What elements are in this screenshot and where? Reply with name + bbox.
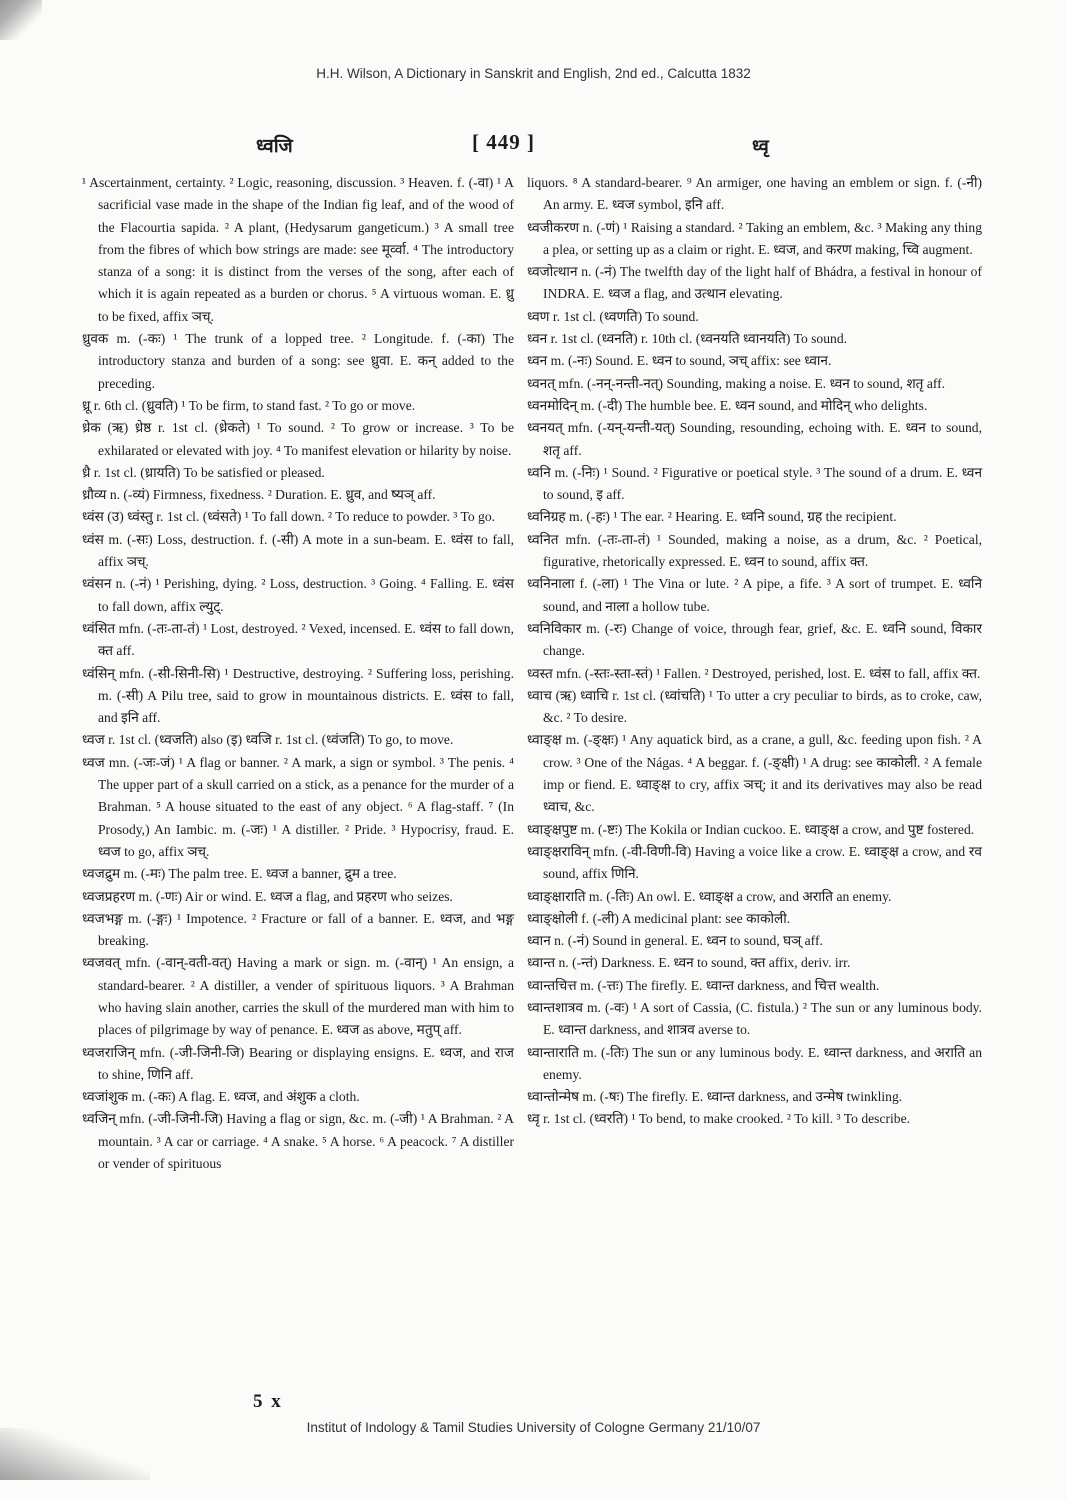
dictionary-entry: ध्वनयत् mfn. (-यन्-यन्ती-यत्) Sounding, resounding, echoing with. E. ध्वन to sound, शतृ aff.	[527, 420, 982, 458]
dictionary-entry: ध्वाङ्क्षपुष्ट m. (-ष्टः) The Kokila or Indian cuckoo. E. ध्वाङ्क्ष a crow, and पुष्ट fostered.	[527, 821, 975, 837]
dictionary-entry: ध्वस्त mfn. (-स्तः-स्ता-स्तं) ¹ Fallen. ² Destroyed, perished, lost. E. ध्वंस to fall, affix क्त.	[527, 665, 981, 681]
dictionary-entry: ध्वंसिन् mfn. (-सी-सिनी-सि) ¹ Destructive, destroying. ² Suffering loss, perishing. m. (-सी) A Pilu tree, said to grow in mountainous districts. E. ध्वंस to fall, and इनि aff.	[82, 665, 514, 726]
dictionary-entry: ध्रौव्य n. (-व्यं) Firmness, fixedness. ² Duration. E. ध्रुव, and ष्यञ् aff.	[82, 487, 436, 503]
dictionary-entry: ध्वाङ्क्षाराति m. (-तिः) An owl. E. ध्वाङ्क्ष a crow, and अराति an enemy.	[527, 888, 892, 904]
dictionary-entry: ध्वनमोदिन् m. (-दी) The humble bee. E. ध्वन sound, and मोदिन् who delights.	[527, 397, 928, 413]
dictionary-entry: ध्वाङ्क्षराविन् mfn. (-वी-विणी-वि) Having a voice like a crow. E. ध्वाङ्क्ष a crow, and रव sound, affix णिनि.	[527, 843, 982, 882]
dictionary-entry: ध्वान्तशात्रव m. (-वः) ¹ A sort of Cassia, (C. fistula.) ² The sun or any luminous body. E. ध्वान्त darkness, and शात्रव averse to.	[527, 999, 982, 1038]
dictionary-entry: ध्वंसन n. (-नं) ¹ Perishing, dying. ² Loss, destruction. ³ Going. ⁴ Falling. E. ध्वंस to fall down, affix ल्युट्.	[82, 576, 514, 614]
dictionary-entry: ध्वन m. (-नः) Sound. E. ध्वन to sound, ञच् affix: see ध्वान.	[527, 353, 832, 369]
dictionary-entry: ध्वान्ताराति m. (-तिः) The sun or any luminous body. E. ध्वान्त darkness, and अराति an enemy.	[527, 1044, 982, 1082]
dictionary-entry: ध्वज r. 1st cl. (ध्वजति) also (इ) ध्वजि r. 1st cl. (ध्वंजति) To go, to move.	[82, 732, 454, 748]
page-number: [ 449 ]	[472, 130, 535, 154]
dictionary-entry: liquors. ⁸ A standard-bearer. ⁹ An armiger, one having an emblem or sign. f. (-नी) An army. E. ध्वज symbol, इनि aff.	[527, 175, 982, 213]
dictionary-entry: ध्वाङ्क्ष m. (-ङ्क्षः) ¹ Any aquatick bird, as a crane, a gull, &c. feeding upon fish. ² A crow. ³ One of the Nágas. ⁴ A beggar. f. (-ङ्क्षी) ¹ A drug: see काकोली. ² A female imp or fiend. E. ध्वाङ्क्ष to cry, affix ञच्; it and its derivatives may also be read ध्वाच, &c.	[527, 732, 982, 815]
left-column	[82, 172, 514, 1175]
dictionary-entry: ध्रुवक m. (-कः) ¹ The trunk of a lopped tree. ² Longitude. f. (-का) The introductory stanza and burden of a song: see ध्रुवा. E. कन् added to the preceding.	[82, 331, 514, 391]
dictionary-entry: ध्रेक (ऋ) ध्रेष्ठ r. 1st cl. (ध्रेकते) ¹ To sound. ² To grow or increase. ³ To be exhilarated or elevated with joy. ⁴ To manifest elevation or hilarity by noise.	[82, 420, 514, 458]
dictionary-entry: ध्वन r. 1st cl. (ध्वनति) r. 10th cl. (ध्वनयति ध्वानयति) To sound.	[527, 331, 848, 347]
dictionary-entry: ध्वज mn. (-जः-जं) ¹ A flag or banner. ² A mark, a sign or symbol. ³ The penis. ⁴ The upper part of a skull carried on a stick, as a penance for the murder of a Brahman. ⁵ A house situated to the east of any object. ⁶ A flag-staff. ⁷ (In Prosody,) An Iambic. m. (-जः) ¹ A distiller. ² Pride. ³ Hypocrisy, fraud. E. ध्वज to go, affix ञच्.	[82, 754, 514, 859]
dictionary-entry: ध्वंस (उ) ध्वंस्तु r. 1st cl. (ध्वंसते) ¹ To fall down. ² To reduce to powder. ³ To go.	[82, 509, 496, 525]
dictionary-entry: ध्वजभङ्ग m. (-ङ्गः) ¹ Impotence. ² Fracture or fall of a banner. E. ध्वज, and भङ्ग breaking.	[82, 910, 514, 949]
dictionary-entry: ध्वजोत्थान n. (-नं) The twelfth day of the light half of Bhádra, a festival in honour of INDRA. E. ध्वज a flag, and उत्थान elevating.	[527, 264, 982, 302]
dictionary-entry: ध्वनिग्रह m. (-हः) ¹ The ear. ² Hearing. E. ध्वनि sound, ग्रह the recipient.	[527, 509, 897, 525]
dictionary-entry: ध्वान n. (-नं) Sound in general. E. ध्वन to sound, घञ् aff.	[527, 933, 823, 949]
scan-artifact-top-left	[0, 0, 42, 40]
dictionary-entry: ध्वनत् mfn. (-नन्-नन्ती-नत्) Sounding, making a noise. E. ध्वन to sound, शतृ aff.	[527, 375, 946, 391]
dictionary-entry: ध्रू r. 6th cl. (ध्रुवति) ¹ To be firm, to stand fast. ² To go or move.	[82, 397, 416, 413]
dictionary-entry: ध्वान्तचित्त m. (-त्तः) The firefly. E. ध्वान्त darkness, and चित्त wealth.	[527, 977, 880, 993]
dictionary-entry: ध्वनि m. (-निः) ¹ Sound. ² Figurative or poetical style. ³ The sound of a drum. E. ध्वन to sound, इ aff.	[527, 464, 982, 503]
running-head-right: ध्वृ	[752, 136, 769, 157]
dictionary-entry: ध्वजवत् mfn. (-वान्-वती-वत्) Having a mark or sign. m. (-वान्) ¹ An ensign, a standard-bearer. ² A distiller, a vender of spirituous liquors. ³ A Brahman who having slain another, carries the skull of the murdered man with him to places of pilgrimage by way of penance. E. ध्वज as above, मतुप् aff.	[82, 955, 514, 1038]
scan-artifact-bottom-left	[0, 1428, 150, 1480]
dictionary-entry: ध्वाङ्क्षोली f. (-ली) A medicinal plant: see काकोली.	[527, 910, 791, 926]
dictionary-entry: ध्वान्तोन्मेष m. (-षः) The firefly. E. ध्वान्त darkness, and उन्मेष twinkling.	[527, 1089, 903, 1105]
scan-source-header: H.H. Wilson, A Dictionary in Sanskrit and English, 2nd ed., Calcutta 1832	[316, 66, 751, 81]
dictionary-entry: ध्वजिन् mfn. (-जी-जिनी-जि) Having a flag or sign, &c. m. (-जी) ¹ A Brahman. ² A mountain. ³ A car or carriage. ⁴ A snake. ⁵ A horse. ⁶ A peacock. ⁷ A distiller or vender of spirituous	[82, 1111, 514, 1172]
dictionary-entry: ¹ Ascertainment, certainty. ² Logic, reasoning, discussion. ³ Heaven. f. (-वा) ¹ A sacrificial vase made in the shape of the Indian fig leaf, and of the wood of the Flacourtia sapida. ² A plant, (Hedysarum gangeticum.) ³ A small tree from the fibres of which bow strings are made: see मूर्व्वा. ⁴ The introductory stanza of a song: it is distinct from the verses of the song, after each of which it is again repeated as a burden or chorus. ⁵ A virtuous woman. E. ध्रु to be fixed, affix ञच्.	[82, 175, 514, 324]
dictionary-entry: ध्वृ r. 1st cl. (ध्वरति) ¹ To bend, to make crooked. ² To kill. ³ To describe.	[527, 1111, 911, 1127]
running-head-left: ध्वजि	[256, 135, 293, 157]
signature-mark: 5 x	[253, 1391, 283, 1412]
dictionary-entry: ध्वनिनाला f. (-ला) ¹ The Vina or lute. ² A pipe, a fife. ³ A sort of trumpet. E. ध्वनि sound, and नाला a hollow tube.	[527, 576, 982, 614]
dictionary-entry: ध्वनित mfn. (-तः-ता-तं) ¹ Sounded, making a noise, as a drum, &c. ² Poetical, figurative, rhetorically expressed. E. ध्वन to sound, affix क्त.	[527, 531, 982, 570]
dictionary-entry: ध्वण r. 1st cl. (ध्वणति) To sound.	[527, 308, 699, 324]
dictionary-entry: ध्वान्त n. (-न्तं) Darkness. E. ध्वन to sound, क्त affix, deriv. irr.	[527, 955, 851, 971]
dictionary-entry: ध्वंस m. (-सः) Loss, destruction. f. (-सी) A mote in a sun-beam. E. ध्वंस to fall, affix ञच्.	[82, 531, 514, 570]
dictionary-entry: ध्वाच (ऋ) ध्वाचि r. 1st cl. (ध्वांचति) ¹ To utter a cry peculiar to birds, as to croke, caw, &c. ² To desire.	[527, 687, 982, 726]
dictionary-entry: ध्वजप्रहरण m. (-णः) Air or wind. E. ध्वज a flag, and प्रहरण who seizes.	[82, 888, 453, 904]
dictionary-entry: ध्वजांशुक m. (-कः) A flag. E. ध्वज, and अंशुक a cloth.	[82, 1089, 360, 1105]
dictionary-entry: ध्रै r. 1st cl. (ध्रायति) To be satisfied or pleased.	[82, 464, 325, 480]
dictionary-entry: ध्वजराजिन् mfn. (-जी-जिनी-जि) Bearing or displaying ensigns. E. ध्वज, and राज to shine, णिनि aff.	[82, 1044, 514, 1082]
right-column	[527, 172, 982, 1131]
page-running-head	[0, 130, 1067, 160]
dictionary-entry: ध्वजीकरण n. (-णं) ¹ Raising a standard. ² Taking an emblem, &c. ³ Making any thing a plea, or setting up as a claim or right. E. ध्वज, and करण making, च्वि augment.	[527, 219, 982, 257]
scan-source-footer: Institut of Indology & Tamil Studies University of Cologne Germany 21/10/07	[306, 1420, 761, 1435]
dictionary-entry: ध्वजद्रुम m. (-मः) The palm tree. E. ध्वज a banner, द्रुम a tree.	[82, 866, 397, 882]
dictionary-entry: ध्वंसित mfn. (-तः-ता-तं) ¹ Lost, destroyed. ² Vexed, incensed. E. ध्वंस to fall down, क्त aff.	[82, 620, 514, 659]
dictionary-entry: ध्वनिविकार m. (-रः) Change of voice, through fear, grief, &c. E. ध्वनि sound, विकार change.	[527, 620, 982, 659]
